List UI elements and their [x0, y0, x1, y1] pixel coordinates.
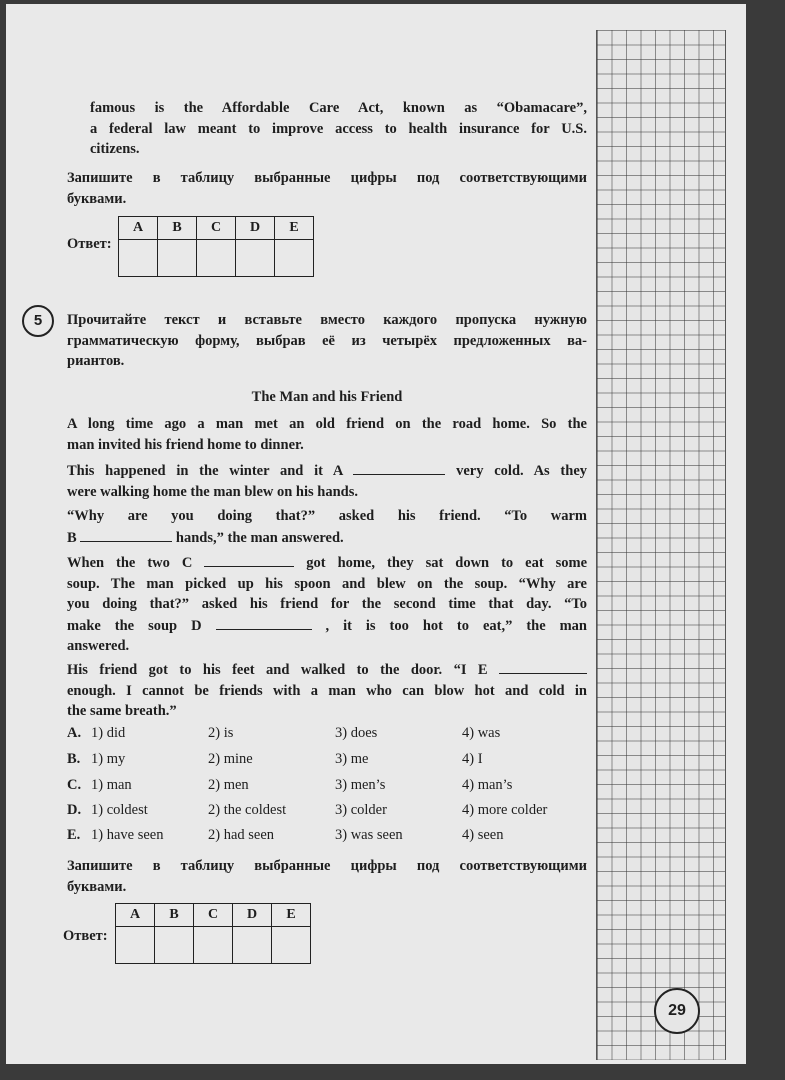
header-cell-a: A [116, 904, 155, 927]
story-paragraph-2: This happened in the winter and it A very cold. As they were walking home the man blew on his hands. [67, 460, 587, 502]
answer-table-bottom [115, 903, 311, 964]
answer-grid-margin [596, 30, 726, 1060]
story-title: The Man and his Friend [251, 389, 403, 405]
intro-line: famous is the Affordable Care Act, known as “Obamacare”, [90, 100, 587, 116]
answer-cell[interactable] [233, 927, 272, 964]
gap-a-blank [353, 460, 445, 475]
header-cell-e: E [275, 217, 314, 240]
header-cell-c: C [194, 904, 233, 927]
task-number-badge: 5 [22, 305, 54, 337]
header-cell-a: A [119, 217, 158, 240]
story-paragraph-1: A long time ago a man met an old friend on the road home. So the man invited his friend home to dinner. [67, 416, 587, 453]
answer-cell[interactable] [194, 927, 233, 964]
header-cell-b: B [158, 217, 197, 240]
gap-c-blank [204, 552, 294, 567]
page-number-badge: 29 [654, 988, 700, 1034]
header-cell-d: D [233, 904, 272, 927]
intro-line: a federal law meant to improve access to health insurance for U.S. [90, 120, 587, 137]
answer-label-top: Ответ: [67, 236, 112, 252]
gap-d-blank [216, 615, 312, 630]
header-cell-c: C [197, 217, 236, 240]
answer-cell[interactable] [197, 240, 236, 277]
instruction-bottom: Запишите в таблицу выбранные цифры под соответствующими буквами. [67, 858, 587, 895]
answer-label-bottom: Ответ: [63, 928, 108, 944]
answer-cell[interactable] [272, 927, 311, 964]
instruction-top: Запишите в таблицу выбранные цифры под соответствующими буквами. [67, 170, 587, 207]
story-paragraph-4: When the two C got home, they sat down to eat some soup. The man picked up his spoon and blew on the soup. “Why are you doing that?” asked his friend for the second time that day. “To make the soup D , it is too hot to eat,” the man answered. [67, 552, 587, 657]
story-paragraph-5: His friend got to his feet and walked to the door. “I E enough. I cannot be friends with a man who can blow hot and cold in the same breath.” [67, 659, 587, 722]
answer-cell[interactable] [275, 240, 314, 277]
header-cell-b: B [155, 904, 194, 927]
gap-e-blank [499, 659, 587, 674]
header-cell-e: E [272, 904, 311, 927]
intro-line: citizens. [90, 141, 140, 157]
answer-cell[interactable] [155, 927, 194, 964]
answer-cell[interactable] [236, 240, 275, 277]
gap-b-blank [80, 527, 172, 542]
answer-cell[interactable] [158, 240, 197, 277]
answer-cell[interactable] [116, 927, 155, 964]
story-paragraph-3: “Why are you doing that?” asked his friend. “To warm B hands,” the man answered. [67, 508, 587, 546]
answer-table-top [118, 216, 314, 277]
intro-paragraph [90, 98, 587, 160]
header-cell-d: D [236, 217, 275, 240]
answer-cell[interactable] [119, 240, 158, 277]
task-instruction: Прочитайте текст и вставьте вместо каждого пропуска нужную грамматическую форму, выбрав её из четырёх предложенных ва- риантов. [67, 312, 587, 369]
